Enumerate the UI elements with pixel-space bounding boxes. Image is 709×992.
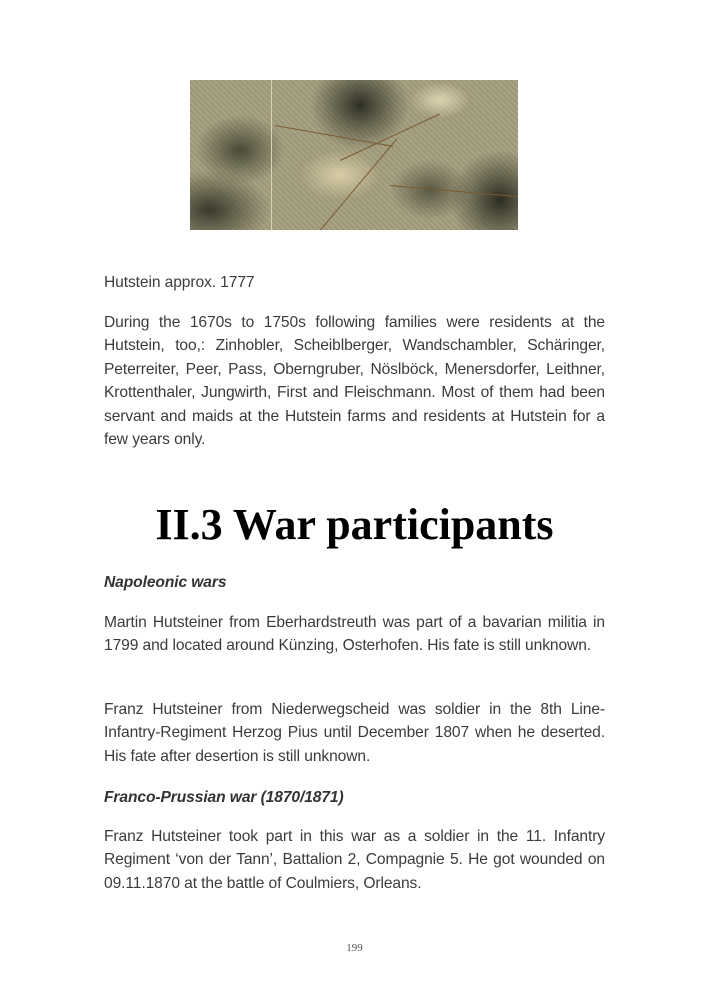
subheading: Franco-Prussian war (1870/1871) bbox=[104, 789, 344, 806]
paragraph: During the 1670s to 1750s following families were residents at the Hutstein, too,: Zinhobler, Scheiblberger, Wandschambler, Schäringer, Peterreiter, Peer, Pass, Oberngruber, Nöslböck, Menersdorfer, Leithner, Krottenthaler, Jungwirth, First and Fleischmann. Most of them had been servant and maids at the Hutstein farms and residents at Hutstein for a few years only. bbox=[104, 314, 605, 449]
paragraph: Martin Hutsteiner from Eberhardstreuth was part of a bavarian militia in 1799 and located around Künzing, Osterhofen. His fate is still unknown. bbox=[104, 614, 605, 655]
section-heading: II.3 War participants bbox=[155, 500, 554, 549]
historic-map-image bbox=[190, 80, 518, 230]
map-road bbox=[340, 114, 440, 161]
map-road bbox=[390, 185, 518, 197]
paragraph: Franz Hutsteiner took part in this war as a soldier in the 11. Infantry Regiment ‘von der Tann’, Battalion 2, Compagnie 5. He got wounded on 09.11.1870 at the battle of Coulmiers, Orleans. bbox=[104, 828, 605, 892]
figure-caption: Hutstein approx. 1777 bbox=[104, 274, 255, 291]
page-number: 199 bbox=[346, 942, 363, 954]
map-sheet-seam bbox=[271, 80, 272, 230]
paragraph: Franz Hutsteiner from Niederwegscheid was soldier in the 8th Line-Infantry-Regiment Herzog Pius until December 1807 when he deserted. His fate after desertion is still unknown. bbox=[104, 701, 605, 765]
subheading: Napoleonic wars bbox=[104, 574, 227, 591]
